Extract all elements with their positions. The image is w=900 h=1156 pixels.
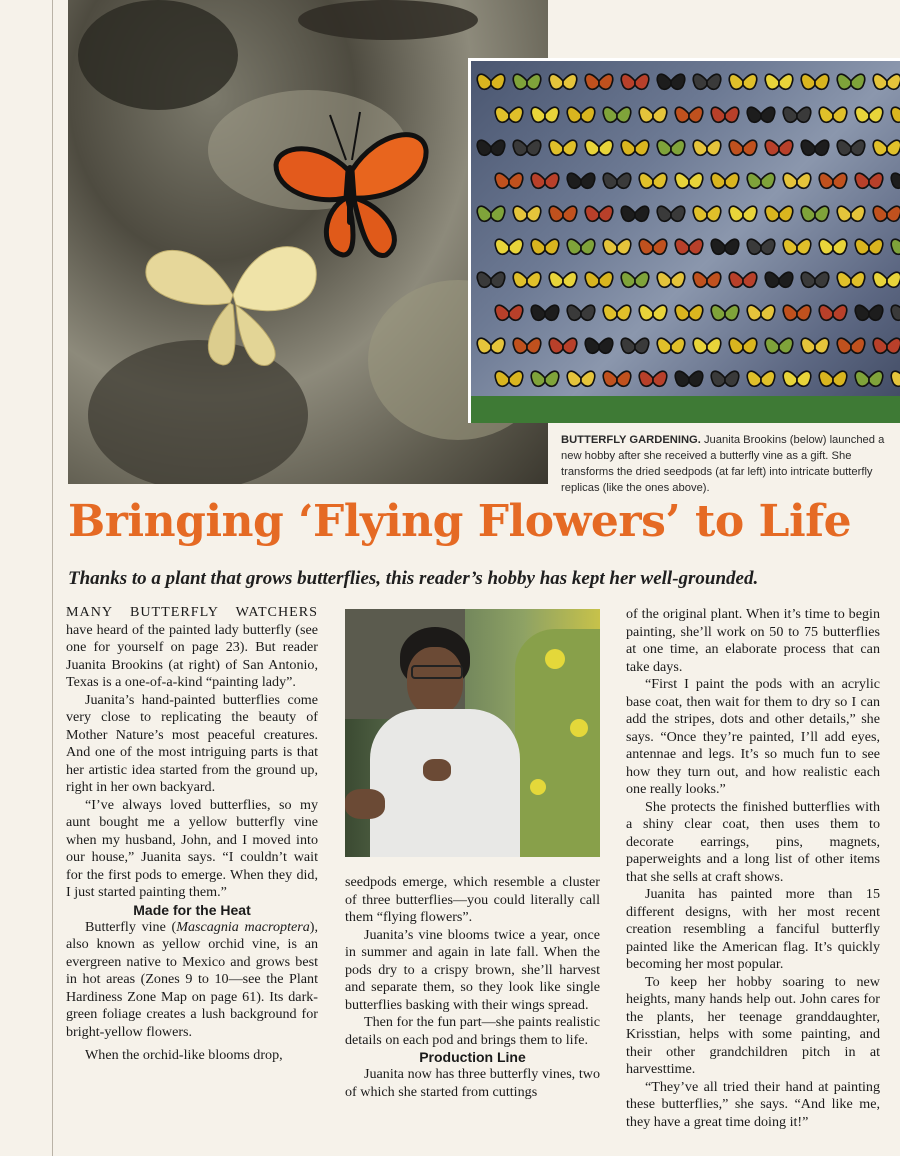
painted-butterfly-mark	[801, 140, 829, 155]
painted-butterfly-mark	[801, 74, 829, 89]
painted-butterfly-mark	[675, 305, 703, 320]
painted-butterfly-mark	[783, 305, 811, 320]
painted-butterfly-mark	[765, 338, 793, 353]
painted-butterfly-mark	[873, 338, 900, 353]
painted-butterfly-mark	[621, 206, 649, 221]
painted-butterfly-mark	[729, 74, 757, 89]
painted-butterfly-mark	[783, 239, 811, 254]
painted-butterfly-mark	[657, 338, 685, 353]
painted-butterfly-mark	[873, 74, 900, 89]
painted-butterfly-mark	[567, 239, 595, 254]
painted-butterfly-mark	[549, 338, 577, 353]
column-3	[626, 606, 880, 1131]
painted-butterfly-mark	[747, 371, 775, 386]
painted-butterfly-mark	[639, 239, 667, 254]
painted-butterfly-mark	[639, 305, 667, 320]
painted-butterfly-mark	[837, 206, 865, 221]
painted-butterfly-mark	[765, 206, 793, 221]
col3-paragraph-1: of the original plant. When it’s time to begin painting, she’ll work on 50 to 75 butterflies at one time, an elaborate process that can take days.	[626, 606, 880, 675]
painted-butterfly-mark	[585, 140, 613, 155]
painted-butterfly-mark	[495, 239, 523, 254]
col1-p4-end: ), also known as yellow orchid vine, is an evergreen native to Mexico and grows best in hot areas (Zones 9 to 10—see the Plant Hardiness Zone Map on page 61). Its dark-green foliage creates a lush background for bright-yellow flowers.	[66, 918, 318, 1040]
col1-p4-start: Butterfly vine (	[85, 918, 177, 935]
painted-butterfly-mark	[837, 74, 865, 89]
painted-butterfly-mark	[675, 107, 703, 122]
painted-butterfly-mark	[747, 305, 775, 320]
monarch-butterfly-image	[268, 110, 438, 270]
painted-butterfly-mark	[495, 173, 523, 188]
col1-p4-italic: Mascagnia macroptera	[176, 918, 310, 935]
painted-butterfly-mark	[549, 272, 577, 287]
painted-butterfly-mark	[675, 371, 703, 386]
painted-butterfly-mark	[729, 206, 757, 221]
painted-butterfly-mark	[873, 272, 900, 287]
col3-paragraph-3: She protects the finished butterflies with a shiny clear coat, then uses them to decorate earrings, pins, magnets, paperweights and a long list of other items that she sells at craft shows.	[626, 798, 880, 885]
col2-subhead: Production Line	[419, 1049, 526, 1065]
column-1	[66, 604, 318, 1065]
painted-butterfly-mark	[513, 338, 541, 353]
painted-butterfly-mark	[657, 206, 685, 221]
painted-butterfly-mark	[657, 272, 685, 287]
painted-butterfly-mark	[675, 239, 703, 254]
col1-paragraph-2: Juanita’s hand-painted butterflies come very close to replicating the beauty of Mother Nature’s most peaceful creatures. And one of the most intriguing parts is that her artistic idea started from the ground up, right in her own backyard.	[66, 691, 318, 795]
painted-butterfly-mark	[549, 206, 577, 221]
col1-p1-text: have heard of the painted lady butterfly (see one for yourself on page 23). But reader Juanita Brookins (at right) of San Antonio, Texas is a one-of-a-kind “painting lady”.	[66, 621, 318, 690]
painted-butterfly-mark	[819, 239, 847, 254]
col3-paragraph-6: “They’ve all tried their hand at painting these butterflies,” she says. “And like me, they have a great time doing it!”	[626, 1078, 880, 1130]
painted-butterfly-mark	[603, 239, 631, 254]
painted-butterfly-mark	[819, 305, 847, 320]
painted-butterfly-mark	[477, 272, 505, 287]
painted-butterfly-mark	[729, 140, 757, 155]
painted-butterfly-mark	[693, 206, 721, 221]
painted-butterfly-mark	[711, 107, 739, 122]
col1-paragraph-4	[66, 919, 318, 1042]
painted-butterfly-mark	[801, 338, 829, 353]
painted-butterfly-mark	[567, 173, 595, 188]
painted-butterfly-mark	[855, 239, 883, 254]
col1-paragraph-5: When the orchid-like blooms drop,	[85, 1047, 283, 1063]
painted-butterfly-mark	[837, 272, 865, 287]
painted-butterfly-mark	[783, 173, 811, 188]
painted-butterfly-mark	[873, 206, 900, 221]
painted-butterfly-mark	[549, 140, 577, 155]
col1-lead-caps: MANY BUTTERFLY WATCHERS	[66, 604, 318, 620]
col1-paragraph-1	[66, 604, 318, 692]
col2-paragraph-3: Then for the fun part—she paints realistic details on each pod and brings them to life.	[345, 1014, 600, 1048]
painted-butterfly-mark	[603, 371, 631, 386]
painted-butterfly-mark	[477, 206, 505, 221]
painted-butterfly-mark	[621, 74, 649, 89]
painted-butterfly-mark	[855, 371, 883, 386]
col3-paragraph-5: To keep her hobby soaring to new heights, many hands help out. John cares for the plants, her teenage granddaughter, Krisstian, helps with some painting, and their other grandchildren pitch in at harvesttime.	[626, 973, 880, 1077]
painted-butterfly-mark	[603, 107, 631, 122]
painted-butterfly-mark	[657, 74, 685, 89]
col3-paragraph-4: Juanita has painted more than 15 different designs, with her most recent creation resembling a fanciful butterfly painted like the American flag. It’s quickly becoming her most popular.	[626, 886, 880, 972]
col2-paragraph-4: Juanita now has three butterfly vines, two of which she started from cuttings	[345, 1066, 600, 1100]
painted-butterfly-mark	[513, 206, 541, 221]
painted-butterfly-mark	[531, 371, 559, 386]
painted-butterfly-mark	[729, 272, 757, 287]
painted-butterfly-mark	[549, 74, 577, 89]
caption-lead: BUTTERFLY GARDENING.	[561, 434, 701, 446]
painted-butterfly-mark	[747, 107, 775, 122]
col1-subhead: Made for the Heat	[133, 901, 251, 918]
col3-paragraph-2: “First I paint the pods with an acrylic base coat, then wait for them to dry so I can add the stripes, dots and other details,” she says. “Once they’re painted, I’ll add eyes, antennae and legs. It’s so much fun to see how they turn out, and how realistic each one really looks.”	[626, 676, 880, 797]
painted-butterfly-mark	[783, 371, 811, 386]
painted-butterfly-mark	[711, 305, 739, 320]
painted-butterfly-mark	[495, 107, 523, 122]
painted-butterfly-mark	[711, 371, 739, 386]
painted-butterfly-mark	[801, 272, 829, 287]
painted-butterfly-mark	[567, 371, 595, 386]
painted-butterfly-mark	[891, 173, 900, 188]
painted-butterfly-mark	[855, 173, 883, 188]
painted-butterfly-mark	[603, 173, 631, 188]
painted-butterfly-mark	[693, 140, 721, 155]
painted-butterfly-mark	[873, 140, 900, 155]
painted-butterfly-mark	[801, 206, 829, 221]
painted-butterfly-mark	[819, 371, 847, 386]
painted-butterfly-mark	[477, 140, 505, 155]
painted-butterfly-mark	[585, 338, 613, 353]
painted-butterfly-mark	[711, 173, 739, 188]
painted-butterfly-mark	[891, 371, 900, 386]
painted-butterfly-mark	[621, 338, 649, 353]
painted-butterfly-mark	[855, 107, 883, 122]
painted-butterfly-mark	[765, 272, 793, 287]
painted-butterfly-mark	[855, 305, 883, 320]
painted-butterfly-mark	[747, 173, 775, 188]
column-2	[345, 874, 600, 1101]
painted-butterfly-mark	[495, 305, 523, 320]
painted-butterfly-mark	[693, 272, 721, 287]
painted-butterfly-mark	[477, 74, 505, 89]
painted-butterfly-mark	[531, 107, 559, 122]
painted-butterfly-mark	[693, 338, 721, 353]
painted-butterfly-mark	[567, 305, 595, 320]
painted-butterfly-mark	[747, 239, 775, 254]
painted-butterfly-mark	[603, 305, 631, 320]
painted-butterfly-mark	[891, 305, 900, 320]
painted-butterfly-mark	[657, 140, 685, 155]
painted-butterfly-mark	[531, 173, 559, 188]
painted-butterfly-mark	[621, 140, 649, 155]
painted-butterfly-mark	[495, 371, 523, 386]
painted-butterfly-mark	[585, 74, 613, 89]
painted-butterfly-mark	[891, 107, 900, 122]
painted-butterfly-mark	[765, 140, 793, 155]
painted-butterfly-mark	[639, 371, 667, 386]
headline: Bringing ‘Flying Flowers’ to Life	[68, 496, 852, 547]
painted-butterflies-wall-photo	[468, 58, 900, 423]
painted-butterfly-mark	[585, 206, 613, 221]
painted-butterflies-image	[471, 61, 900, 423]
grass-strip	[471, 396, 900, 423]
painted-butterfly-mark	[477, 338, 505, 353]
col2-paragraph-2: Juanita’s vine blooms twice a year, once in summer and again in late fall. When the pods dry to a crispy brown, she’ll harvest and separate them, so they look like single butterflies basking with their wings spread.	[345, 926, 600, 1013]
painted-butterfly-mark	[891, 239, 900, 254]
painted-butterfly-mark	[639, 173, 667, 188]
painted-butterfly-mark	[513, 272, 541, 287]
painted-butterfly-mark	[819, 107, 847, 122]
painted-butterfly-mark	[531, 239, 559, 254]
col1-paragraph-3: “I’ve always loved butterflies, so my aunt bought me a yellow butterfly vine when my husband, John, and I moved into our house,” Juanita says. “I couldn’t wait for the first pods to emerge. When they did, I just started painting them.”	[66, 796, 318, 900]
subheadline: Thanks to a plant that grows butterflies, this reader’s hobby has kept her well-grounded.	[68, 568, 759, 589]
painted-butterfly-mark	[783, 107, 811, 122]
painted-butterfly-mark	[675, 173, 703, 188]
painted-butterfly-mark	[567, 107, 595, 122]
juanita-brookins-photo	[345, 609, 600, 857]
painted-butterfly-mark	[513, 74, 541, 89]
painted-butterfly-mark	[729, 338, 757, 353]
painted-butterfly-mark	[837, 338, 865, 353]
painted-butterfly-mark	[639, 107, 667, 122]
col2-paragraph-1: seedpods emerge, which resemble a cluster of three butterflies—you could literally call them “flying flowers”.	[345, 874, 600, 925]
painted-butterfly-mark	[711, 239, 739, 254]
painted-butterfly-mark	[513, 140, 541, 155]
painted-butterfly-mark	[585, 272, 613, 287]
painted-butterfly-mark	[819, 173, 847, 188]
caption-text: Juanita Brookins (below) launched a new hobby after she received a butterfly vine as a gift. She transforms the dried seedpods (at far left) into intricate butterfly replicas (like the ones above).	[561, 434, 885, 494]
painted-butterfly-mark	[621, 272, 649, 287]
painted-butterfly-mark	[693, 74, 721, 89]
margin-rule	[52, 0, 53, 1156]
painted-butterfly-mark	[765, 74, 793, 89]
painted-butterfly-mark	[531, 305, 559, 320]
photo-caption	[561, 432, 891, 496]
painted-butterfly-mark	[837, 140, 865, 155]
